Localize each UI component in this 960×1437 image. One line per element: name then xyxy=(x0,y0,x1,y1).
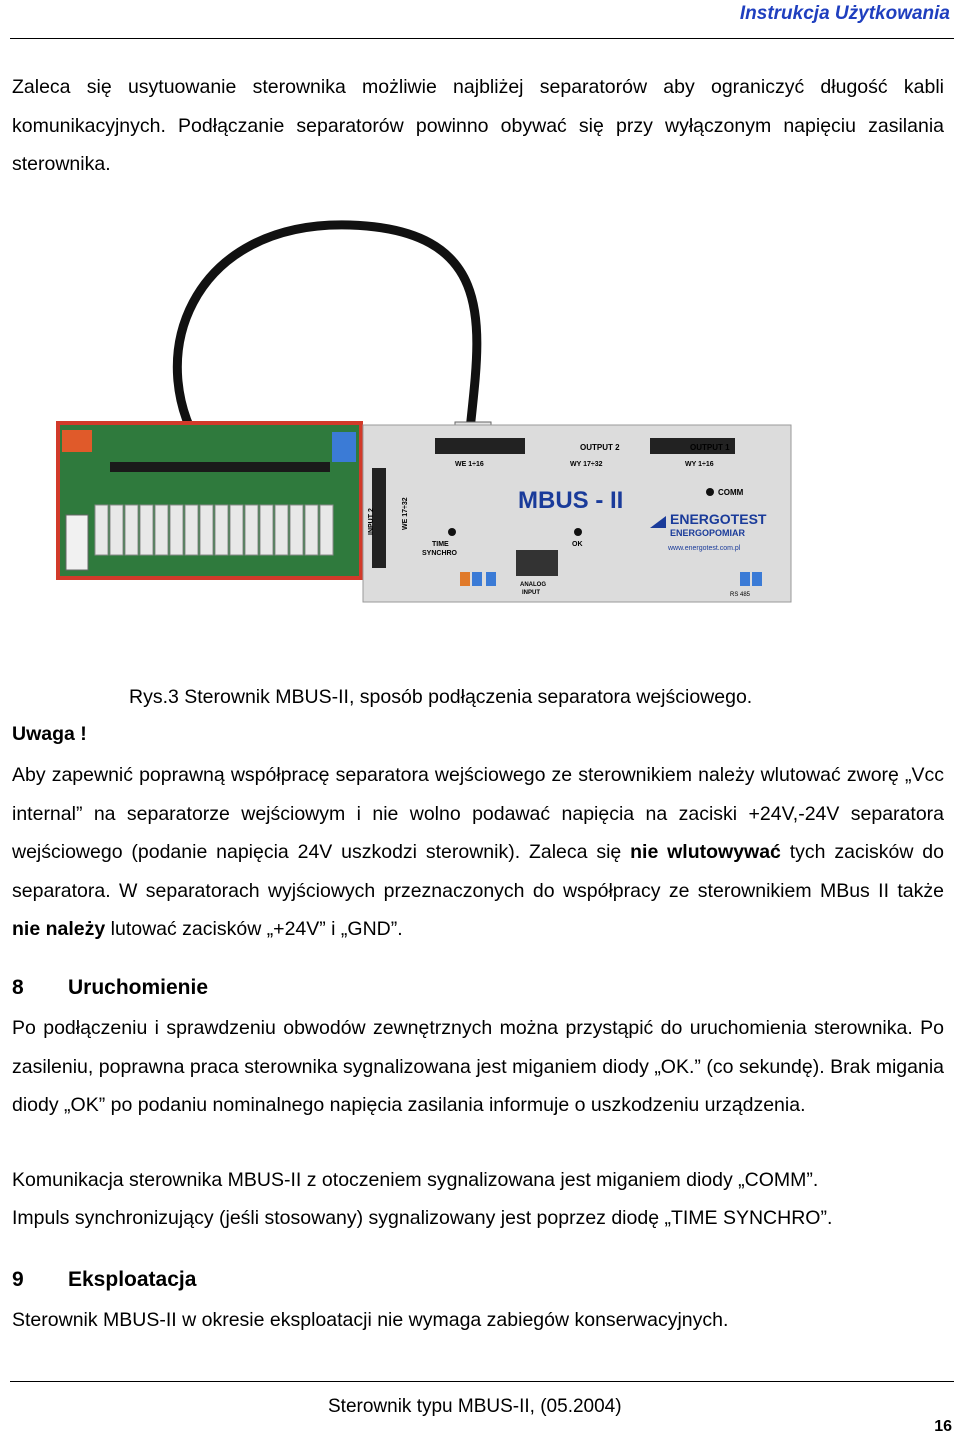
output2-connector xyxy=(435,438,525,454)
label-wy-1-16: WY 1÷16 xyxy=(685,461,714,468)
label-input: INPUT xyxy=(522,590,540,596)
rs485-terminal xyxy=(740,572,750,586)
section-8-heading xyxy=(12,973,208,1003)
label-ok: OK xyxy=(572,541,583,548)
label-time: TIME xyxy=(432,541,449,548)
ok-led xyxy=(574,528,582,536)
label-we-1-16: WE 1÷16 xyxy=(455,461,484,468)
label-brand-sub: ENERGOPOMIAR xyxy=(670,528,746,538)
section-9-number: 9 xyxy=(12,1268,24,1291)
label-we-17-32: WE 17÷32 xyxy=(402,497,409,530)
figure-caption: Rys.3 Sterownik MBUS-II, sposób podłączenia separatora wejściowego. xyxy=(129,686,753,708)
power-terminal-red xyxy=(62,430,92,452)
footer-rule xyxy=(10,1381,954,1382)
label-comm: COMM xyxy=(718,488,744,497)
label-input2: INPUT 2 xyxy=(368,508,375,535)
label-wy-17-32: WY 17÷32 xyxy=(570,461,603,468)
label-brand: ENERGOTEST xyxy=(670,511,767,527)
time-synchro-led xyxy=(448,528,456,536)
controller-photo xyxy=(50,210,810,610)
warning-text-1: Aby zapewnić poprawną współpracę separatora wejściowego ze sterownikiem należy wlutować zworę „Vcc internal” na separatorze wejściowym i nie wolno podawać napięcia na zaciski +24V,-24V separatora wejściowego (podanie napięcia 24V uszkodzi sterownik). Zaleca się xyxy=(12,764,944,864)
intro-paragraph: Zaleca się usytuowanie sterownika możliwie najbliżej separatorów aby ograniczyć długość kabli komunikacyjnych. Podłączanie separatorów powinno obywać się przy wyłączonym napięciu zasilania sterownika. xyxy=(12,76,944,176)
power-terminal-blue xyxy=(332,432,356,462)
warning-paragraph xyxy=(12,756,944,949)
page-number: 16 xyxy=(934,1418,952,1435)
comm-led xyxy=(706,488,714,496)
section-9-title: Eksploatacja xyxy=(68,1268,197,1291)
label-output1: OUTPUT 1 xyxy=(690,443,730,452)
warning-title: Uwaga ! xyxy=(12,723,87,745)
section-8-paragraph-3: Impuls synchronizujący (jeśli stosowany) sygnalizowany jest poprzez diodę „TIME SYNCHRO”. xyxy=(12,1207,833,1229)
section-8-paragraph-1: Po podłączeniu i sprawdzeniu obwodów zewnętrznych można przystąpić do uruchomienia sterownika. Po zasileniu, poprawna praca sterownika sygnalizowana jest miganiem diody „OK.” (co sekundę). Brak migania diody „OK” po podaniu nominalnego napięcia zasilania informuje o uszkodzeniu urządzenia. xyxy=(12,1017,944,1117)
analog-input-connector xyxy=(516,550,558,576)
label-module-title: MBUS - II xyxy=(518,487,624,514)
header-rule xyxy=(10,38,954,39)
label-rs485: RS 485 xyxy=(730,592,751,598)
footer-document-name: Sterownik typu MBUS-II, (05.2004) xyxy=(328,1396,622,1417)
warning-text-3: lutować zacisków „+24V” i „GND”. xyxy=(105,918,403,941)
section-8-number: 8 xyxy=(12,976,24,999)
label-analog: ANALOG xyxy=(520,582,546,588)
section-9-heading xyxy=(12,1265,196,1295)
warning-text-2: tych zacisków do separatora. W separatorach wyjściowych przeznaczonych do współpracy ze sterownikiem MBus II także xyxy=(12,841,944,902)
warning-bold-1: nie wlutowywać xyxy=(630,841,781,864)
document-header-title: Instrukcja Użytkowania xyxy=(739,3,950,24)
label-website: www.energotest.com.pl xyxy=(668,545,741,552)
section-8-paragraph-2: Komunikacja sterownika MBUS-II z otoczeniem sygnalizowana jest miganiem diody „COMM”. xyxy=(12,1169,819,1191)
label-output2: OUTPUT 2 xyxy=(580,443,620,452)
label-synchro: SYNCHRO xyxy=(422,550,458,557)
ribbon-cable xyxy=(177,225,477,455)
separator-led-strip xyxy=(110,462,330,472)
separator-label-plate xyxy=(66,515,88,570)
section-8-title: Uruchomienie xyxy=(68,976,209,999)
section-9-paragraph: Sterownik MBUS-II w okresie eksploatacji nie wymaga zabiegów konserwacyjnych. xyxy=(12,1309,729,1331)
warning-bold-2: nie należy xyxy=(12,918,106,941)
